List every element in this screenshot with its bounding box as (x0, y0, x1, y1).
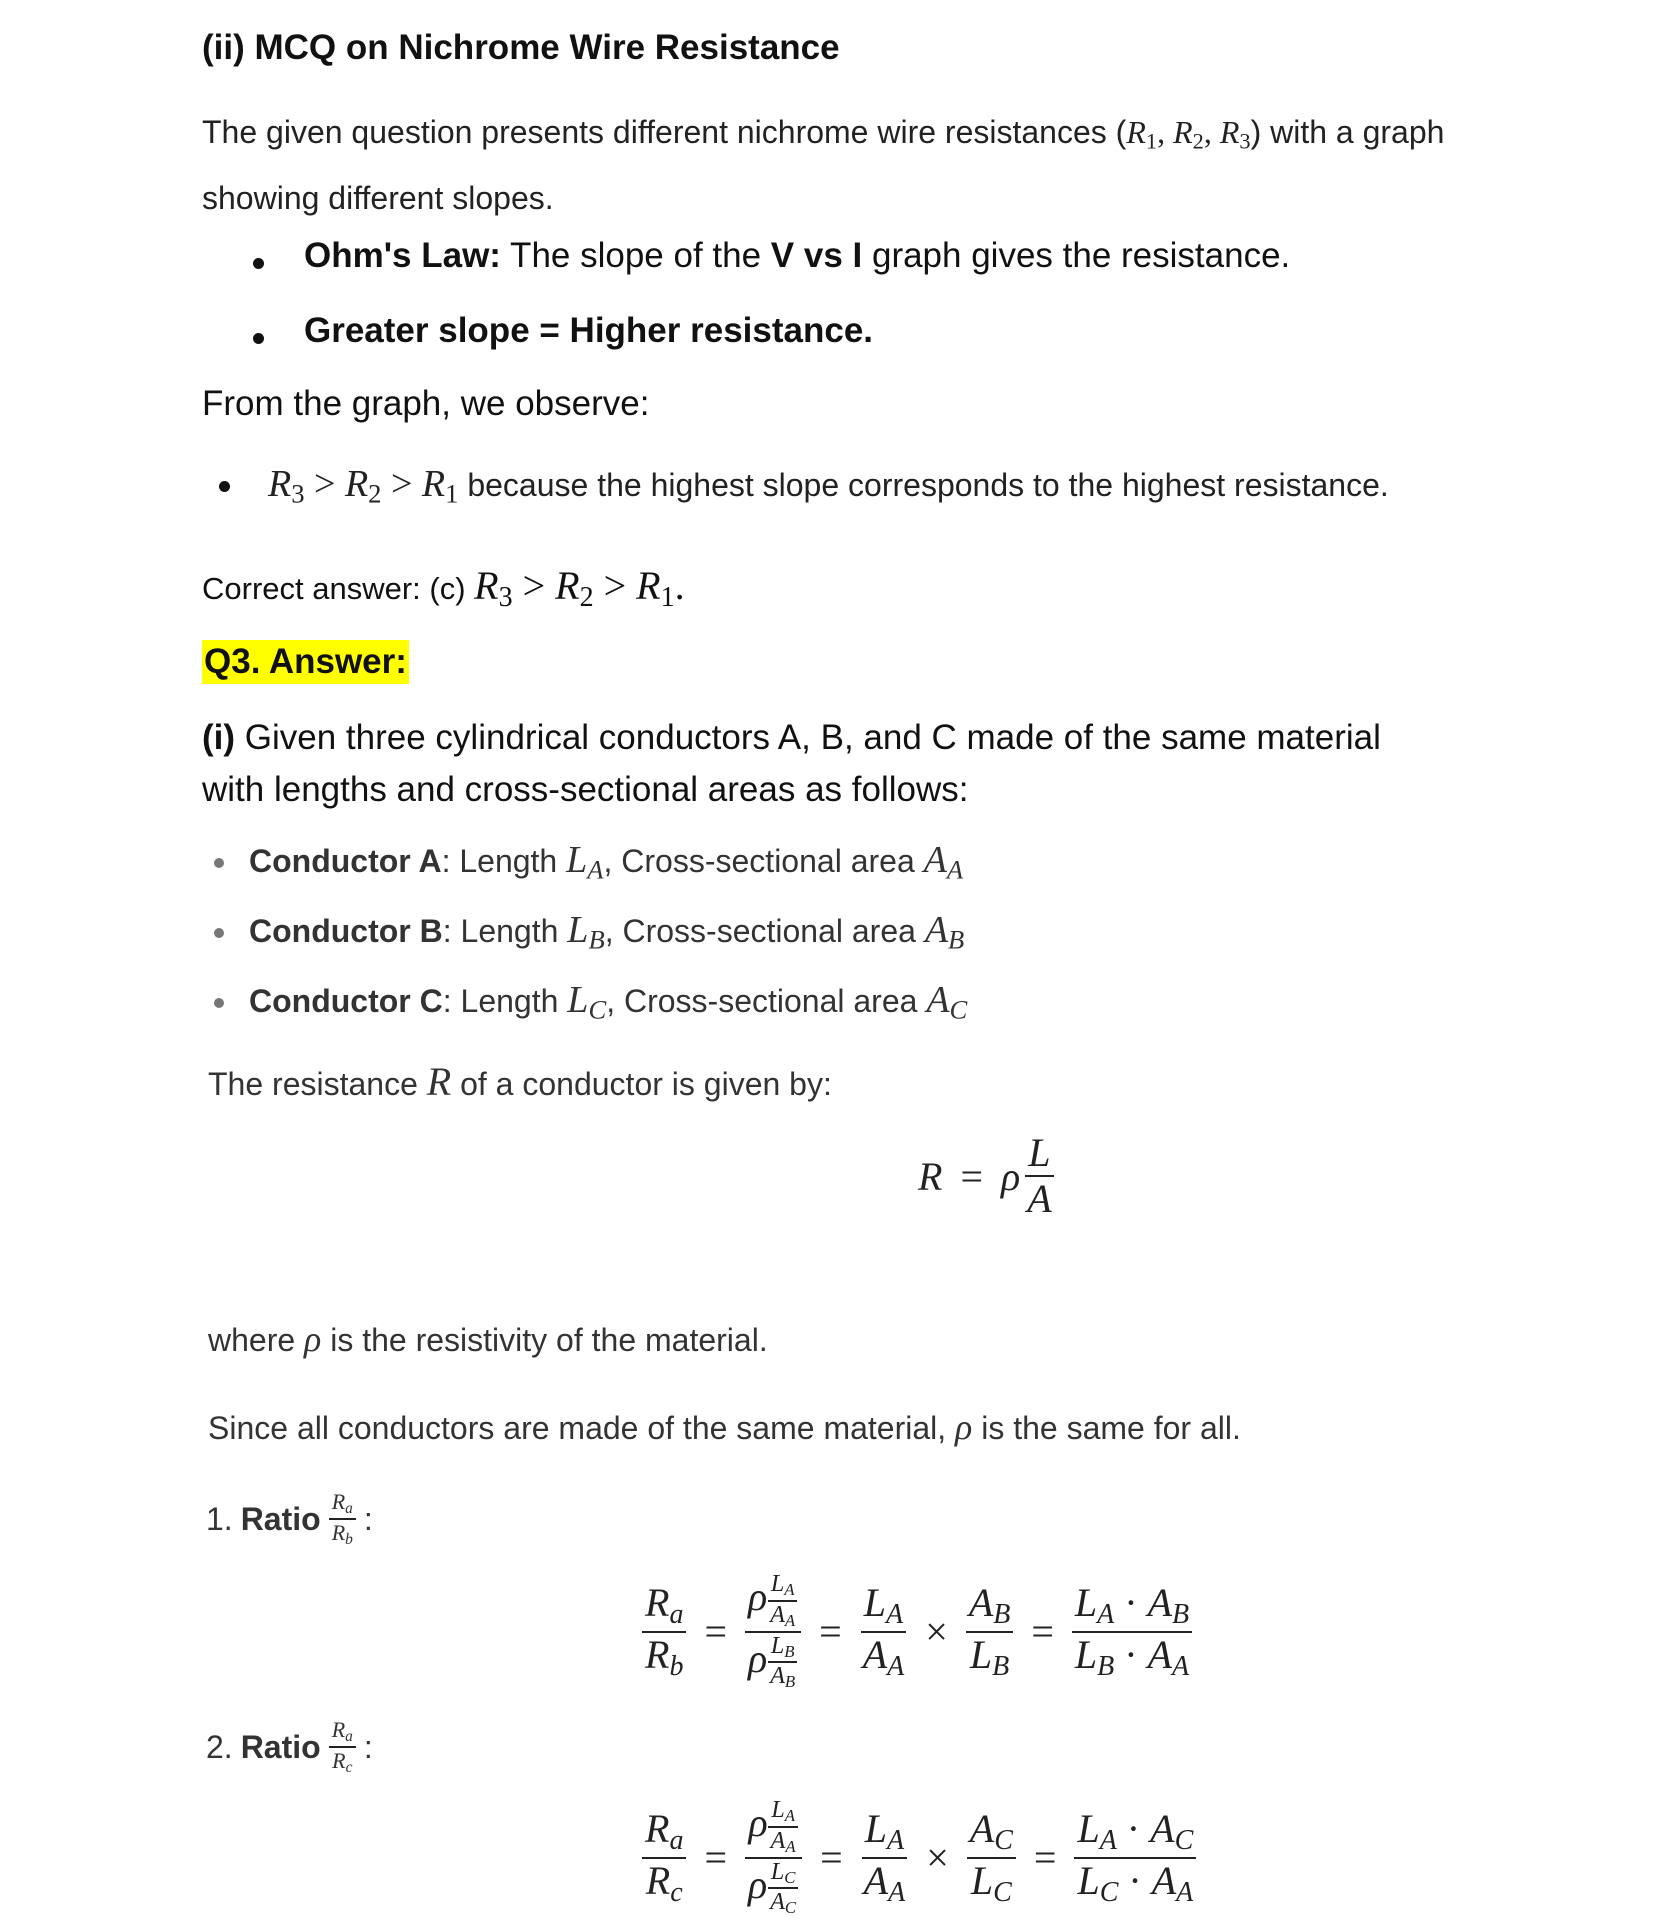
intro-line2: showing different slopes. (202, 179, 554, 216)
slope-observation: $R_3 > R_2 > R_1$ because the highest slope corresponds to the highest resistance. (268, 463, 1389, 509)
bullet-dot (214, 998, 224, 1008)
conductor-a-item: Conductor A: Length $L_A$, Cross-sectional area $A_A$ (249, 839, 964, 885)
correct-answer: Correct answer: (c) $R_3 > R_2 > R_1$. (202, 563, 685, 613)
q3-answer-label: Q3. Answer: (202, 640, 409, 684)
bullet-dot (253, 258, 264, 269)
intro-math-r1: $R_1$ (1126, 114, 1158, 154)
ratio-1-equation: $\frac{R_a}{R_b}$ = ρ $\frac{L_A}{A_A}$ ρ $\frac{L_B}{A_B}$ = $\frac{L_A}{A_A}$ × $\frac{A_B}{L_B}$ = $\frac{L_A \cdot A_B}{L_B \cdot A_A}$ (642, 1572, 1192, 1691)
intro-paragraph: The given question presents different nichrome wire resistances ($R_1$, $R_2$, $R_3$) with a graph showing different slopes. (202, 114, 1445, 216)
intro-text-post: ) with a graph (1250, 114, 1445, 150)
since-text: Since all conductors are made of the same material, ρ is the same for all. (208, 1407, 1241, 1447)
ratio-2-equation: $\frac{R_a}{R_c}$ = ρ $\frac{L_A}{A_A}$ ρ $\frac{L_C}{A_C}$ = $\frac{L_A}{A_A}$ × $\frac{A_C}{L_C}$ = $\frac{L_A \cdot A_C}{L_C \cdot A_A}$ (642, 1798, 1196, 1917)
where-text: where ρ is the resistivity of the material. (208, 1319, 768, 1359)
bullet-dot (219, 481, 230, 492)
bullet-greater-slope: Greater slope = Higher resistance. (304, 311, 874, 350)
slope-note: because the highest slope corresponds to the highest resistance. (458, 467, 1389, 503)
conductor-c-item: Conductor C: Length $L_C$, Cross-sectional area $A_C$ (249, 979, 968, 1025)
intro-math-r2: $R_2$ (1173, 114, 1204, 154)
ratio-1-heading: 1. Ratio $\frac{R_a}{R_b}$ : (206, 1489, 373, 1548)
bullet-dot (214, 858, 224, 868)
observe-text: From the graph, we observe: (202, 384, 650, 423)
section-heading: (ii) MCQ on Nichrome Wire Resistance (202, 28, 840, 67)
bullet-ohms-law: Ohm's Law: The slope of the V vs I graph gives the resistance. (304, 236, 1291, 275)
intro-text-pre: The given question presents different nichrome wire resistances ( (202, 114, 1127, 150)
intro-math-r3: $R_3$ (1219, 114, 1251, 154)
bullet-dot (253, 333, 264, 344)
resistance-text: The resistance R of a conductor is given by: (208, 1059, 832, 1104)
conductor-b-item: Conductor B: Length $L_B$, Cross-sectional area $A_B$ (249, 909, 965, 955)
ratio-2-heading: 2. Ratio $\frac{R_a}{R_c}$ : (206, 1717, 373, 1776)
resistance-formula: R = ρ $\frac{L}{A}$ (918, 1130, 1052, 1221)
bullet-dot (214, 928, 224, 938)
part-i-intro: (i) Given three cylindrical conductors A, B, and C made of the same material with lengths and cross-sectional areas as follows: (202, 718, 1381, 809)
